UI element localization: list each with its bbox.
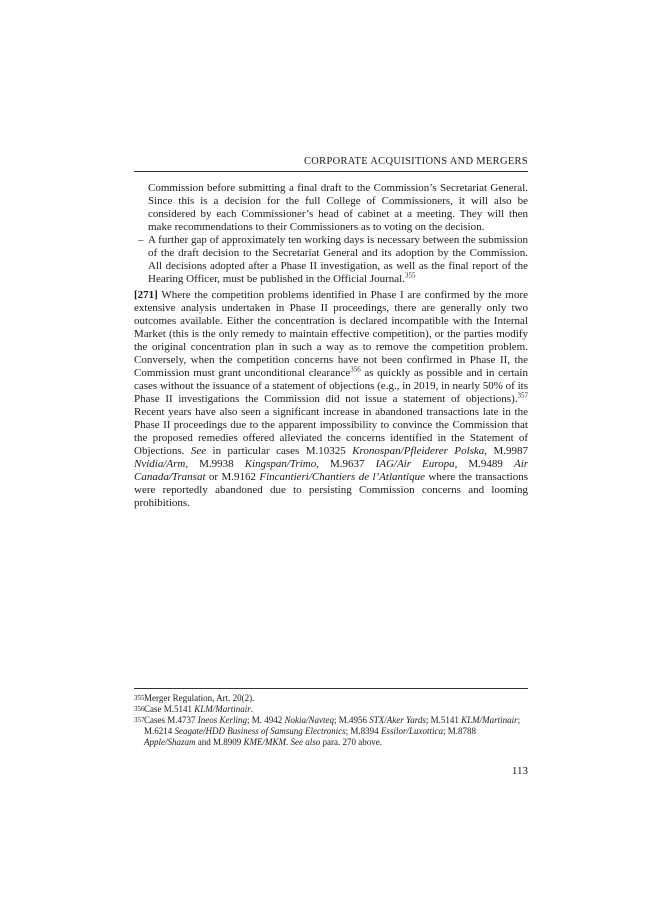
case-name: Air Canada/Transat: [134, 458, 529, 483]
footnote-number: 356: [134, 705, 145, 713]
footnote-text: Case M.5141: [144, 704, 195, 714]
footnote-356: [134, 704, 528, 715]
footnote-text: ; M. 4942: [247, 715, 285, 725]
footnote-text: ; M.8394: [345, 726, 381, 736]
footnote-text: Merger Regulation, Art. 20(2).: [144, 693, 255, 703]
paragraph-text: , M.9489: [454, 458, 514, 470]
paragraph-text: , M.9637: [316, 458, 376, 470]
footnote-number: 355: [134, 694, 145, 702]
case-name: Apple/Shazam: [144, 737, 196, 747]
footnotes: [134, 688, 528, 748]
footnote-text: .: [250, 704, 254, 714]
page-number: 113: [511, 765, 528, 777]
footnote-text: ; M.6214: [144, 715, 521, 736]
case-name: IAG/Air Europa: [375, 458, 455, 470]
paragraph-text: in particular cases M.10325: [206, 445, 353, 457]
paragraph-text: or M.9162: [205, 471, 260, 483]
paragraph-text: where the transactions were reportedly abandoned due to persisting Commission concerns and looming prohibitions.: [134, 471, 528, 509]
case-name: Kronospan/Pfleiderer Polska: [352, 445, 485, 457]
case-name: Essilor/Luxottica: [380, 726, 443, 736]
footnote-355: [134, 693, 528, 704]
footnote-text: ; M.5141: [425, 715, 462, 725]
paragraph-number: [271]: [134, 289, 158, 301]
footnote-text: para. 270 above.: [320, 737, 382, 747]
case-name: Ineos Kerling: [197, 715, 247, 725]
paragraph-text: Where the competition problems identified in Phase I are confirmed by the more extensive analysis undertaken in Phase II proceedings, there are generally only two outcomes available. Either the concentration is declared incompatible with the Internal Market (this is the only remedy to maintain effective competition), or the parties modify the original concentration plan in such a way as to remove the competition problem. Conversely, when the competition concerns have not been confirmed in Phase II, the Commission must grant unconditional clearance: [134, 289, 528, 379]
case-name: KLM/Martinair: [194, 704, 251, 714]
case-name: Nvidia/Arm: [134, 458, 186, 470]
bullet-dash: –: [138, 234, 144, 246]
footnote-text: ; M.4956: [334, 715, 370, 725]
see-also-signal: See also: [290, 737, 321, 747]
running-head: CORPORATE ACQUISITIONS AND MERGERS: [134, 156, 528, 172]
see-signal: See: [190, 445, 207, 457]
case-name: KLM/Martinair: [461, 715, 518, 725]
footnote-text: and M.8909: [195, 737, 244, 747]
footnote-ref-356[interactable]: 356: [350, 365, 361, 374]
footnote-357: [134, 715, 528, 748]
footnote-ref-357[interactable]: 357: [517, 391, 528, 400]
case-name: KME/MKM: [243, 737, 286, 747]
footnote-number: 357: [134, 716, 145, 724]
paragraph-text: as quickly as possible and in certain cases without the issuance of a statement of objections (e.g., in 2019, in nearly 50% of its Phase II investigations the Commission did not issue a statement of objections).: [134, 367, 528, 405]
paragraph-text: , M.9938: [185, 458, 245, 470]
footnote-text: Cases M.4737: [144, 715, 198, 725]
bullet-item: [138, 234, 528, 286]
document-page: [134, 0, 528, 919]
case-name: Fincantieri/Chantiers de l’Atlantique: [259, 471, 425, 483]
footnote-text: ; M.8788: [442, 726, 476, 736]
case-name: Seagate/HDD Business of Samsung Electronics: [174, 726, 346, 736]
case-name: STX/Aker Yards: [369, 715, 426, 725]
paragraph-text: Recent years have also seen a significant increase in abandoned transactions late in the Phase II proceedings due to the apparent impossibility to convince the Commission that the proposed remedies offered alleviated the concerns identified in the Statement of Objections.: [134, 406, 528, 457]
footnote-ref-355[interactable]: 355: [404, 271, 416, 280]
bullet-text: A further gap of approximately ten working days is necessary between the submission of the draft decision to the Secretariat General and its adoption by the Commission. All decisions adopted after a Phase II investigation, as well as the final report of the Hearing Officer, must be published in the Official Journal.: [148, 234, 528, 285]
paragraph-text: , M.9987: [484, 445, 529, 457]
footnote-text: .: [286, 737, 291, 747]
body-text: [134, 182, 528, 510]
case-name: Kingspan/Trimo: [244, 458, 317, 470]
paragraph-271: [134, 289, 528, 510]
continued-paragraph: Commission before submitting a final draft to the Commission’s Secretariat General. Since this is a decision for the full College of Commissioners, it will also be considered by each Commissioner’s head of cabinet at a meeting. They will then make recommendations to their Commissioners as to voting on the decision.: [148, 182, 528, 233]
case-name: Nokia/Navteq: [284, 715, 335, 725]
